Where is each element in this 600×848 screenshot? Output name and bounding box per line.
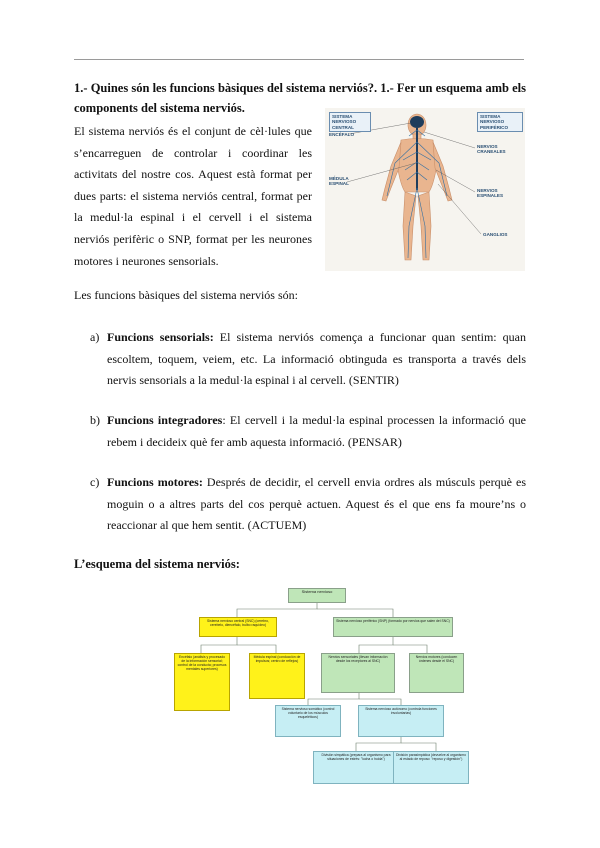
- function-title: Funcions sensorials:: [107, 330, 214, 344]
- header-rule: [74, 59, 524, 60]
- question-title: 1.- Quines són les funcions bàsiques del sistema nerviós?. 1.- Fer un esquema amb els components del sistema nerviós.: [74, 81, 526, 115]
- functions-intro: Les funcions bàsiques del sistema nerviós són:: [74, 288, 298, 302]
- function-title: Funcions integradores: [107, 413, 223, 427]
- scheme-title: L’esquema del sistema nerviós:: [74, 557, 240, 571]
- diagram-parasimpatico: División parasimpática (devuelve al organismo al estado de reposo: "reposo y digestión"): [393, 751, 469, 784]
- diagram-somatico: Sistema nervioso somático (control voluntario de los músculos esqueléticos): [275, 705, 341, 737]
- list-marker: c): [90, 475, 100, 489]
- function-text: : El cervell i la medul·la espinal processen la informació que rebem i decideix què fer amb aquesta informació. (PENSAR): [107, 413, 526, 449]
- diagram-snp: Sistema nervioso periférico (SNP) (formado por nervios que salen del SNC): [333, 617, 453, 637]
- diagram-nervios-motores: Nervios motores (conducen órdenes desde el SNC): [409, 653, 464, 693]
- label-medula: MÉDULA ESPINAL: [329, 176, 349, 187]
- diagram-nervios-sensoriales: Nervios sensoriales (llevan información desde los receptores al SNC): [321, 653, 395, 693]
- diagram-encefalo: Encéfalo (análisis y procesado de la información sensorial; control de la conducta; procesos mentales superiores): [174, 653, 230, 711]
- function-text: Després de decidir, el cervell envia ordres als músculs perquè es moguin o a altres parts del cos perquè actuen. Aquest és el que ens fa moure’ns o reaccionar al que hem sentit. (ACTUEM): [107, 475, 526, 533]
- function-item-sensorial: [90, 327, 526, 392]
- label-craneales: NERVIOS CRANEALES: [477, 144, 506, 155]
- function-item-integradora: [90, 410, 526, 453]
- nervous-system-figure: [325, 108, 525, 271]
- diagram-autonomo: Sistema nervioso autónomo (controla funciones involuntarias): [358, 705, 444, 737]
- diagram-snc: Sistema nervioso central (SNC) (cerebro, cerebelo, diencéfalo, bulbo raquídeo): [199, 617, 277, 637]
- diagram-simpatico: División simpática (prepara al organismo para situaciones de estrés: "lucha o huida"): [313, 751, 399, 784]
- function-title: Funcions motores:: [107, 475, 203, 489]
- function-item-motora: [90, 472, 526, 537]
- intro-paragraph: El sistema nerviós és el conjunt de cèl·lules que s’encarreguen de controlar i coordinar les activitats del nostre cos. Aquest està format per dues parts: el sistema nerviós central, format per la medul·la espinal i el cervell i el sistema nerviós perifèric o SNP, format per les neurones motores i neurones sensorials.: [74, 124, 312, 268]
- label-snp: SISTEMA NERVIOSO PERIFÉRICO: [477, 112, 523, 132]
- list-marker: b): [90, 413, 100, 427]
- label-ganglios: GANGLIOS: [483, 232, 508, 237]
- nervous-system-diagram: [171, 583, 471, 789]
- function-text: El sistema nerviós comença a funcionar quan sentim: quan escoltem, toquem, veiem, etc. La informació obtinguda es transporta a través dels nervis sensorials a la medul·la espinal i al cervell. (SENTIR): [107, 330, 526, 388]
- diagram-root: Sistema nervioso: [288, 588, 346, 603]
- list-marker: a): [90, 330, 100, 344]
- label-encefalo: ENCÉFALO: [329, 132, 355, 137]
- label-espinales: NERVIOS ESPINALES: [477, 188, 504, 199]
- diagram-medula: Médula espinal (conducción de impulsos; centro de reflejos): [249, 653, 305, 699]
- label-snc: SISTEMA NERVIOSO CENTRAL: [329, 112, 371, 132]
